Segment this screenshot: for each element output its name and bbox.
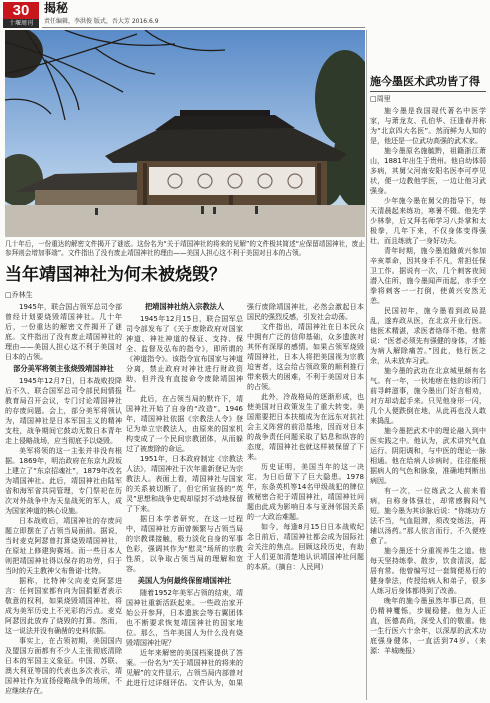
- side-paragraph: 施今墨的武功在北京城里颇有名气。有一年，一伙地痞在他的诊所门前寻衅滋事，施今墨出门好言相劝，对方却动起手来。只见他身形一闪，几个人便跌倒在地，从此再也没人敢来捣乱。: [370, 367, 486, 425]
- side-paragraph: 施今墨把武术中的理论融入到中医实践之中。他认为，武术讲究气血运行、阴阳调和，与中医的理论一脉相通。他在给病人诊病时，往往能根据病人的气色和脉象，准确地判断出病因。: [370, 427, 486, 485]
- roof-ridge: [180, 110, 270, 116]
- article-paragraph: 1951年，日本政府制定《宗教法人法》，靖国神社于次年重新登记为宗教法人。表面上看，靖国神社与国家的关系被切断了，但它所宣扬的“英灵”思想和战争史观却原封不动地保留了下来。: [126, 455, 243, 513]
- article-paragraph: 文件指出，靖国神社在日本民众中拥有广泛的信仰基础，众多遗族对其怀有深厚的感情。如果占领军烧毁靖国神社，日本人将把美国视为宗教迫害者，这会给占领政策的顺利推行带来极大的困难，不利于美国对日本的占领。: [247, 323, 364, 391]
- brand-label: 十堰周刊: [3, 19, 39, 28]
- side-paragraph: 少年施今墨在舅父的指导下，每天清晨起来练功，寒暑不辍。他先学少林拳，后又拜名师学习八卦掌和太极拳，几年下来，不仅身体变得强壮，而且练就了一身好功夫。: [370, 197, 486, 245]
- paragraph-text: 如今，每逢8月15日日本战败纪念日前后，靖国神社都会成为国际社会关注的焦点。回顾这段历史，有助于人们更加清楚地认识靖国神社问题的本质。: [247, 523, 364, 571]
- article-paragraph: 日本战败后，靖国神社的存废问题立即摆在了占领当局面前。据说，当时麦克阿瑟曾打算烧毁靖国神社，在原址上修建狗赛场。而一些日本人则把靖国神社得以保存的功劳，归于当时的天主教神父布鲁诺·比特。: [5, 517, 122, 575]
- side-paragraph: [370, 596, 486, 656]
- visitor: [255, 206, 258, 214]
- side-paragraph: 青年时期，施今墨追随黄兴参加辛亥革命，因其身手不凡，常担任保卫工作。据说有一次，几个刺客夜间潜入住所，施今墨闻声而起，赤手空拳将刺客一一打倒，使黄兴安然无恙。: [370, 247, 486, 305]
- article-subheading: 部分美军将领主张烧毁靖国神社: [13, 364, 114, 373]
- header-rule: [42, 27, 365, 28]
- photo-caption: 几十年后，一份重达的解密文件揭开了谜底。这份名为“关于靖国神社的将来的见解”的文件极其简述“应保留靖国神社，废止参拜则会增加事端”。文件指出了没有废止靖国神社的理由——美国人担心这不利于美国对日本的占领。: [5, 240, 365, 257]
- page-number: 30: [3, 2, 39, 19]
- article-paragraph: 历史证明，美国当年的这一决定，为日后留下了巨大隐患。1978年，东条英机等14名甲级战犯的牌位被秘密合祀于靖国神社，靖国神社问题由此成为影响日本与亚洲邻国关系的一大政治难题。: [247, 463, 364, 521]
- article-paragraph: 事实上，在占领初期，美国国内及盟国方面都有不少人主张彻底清除日本的军国主义象征。中国、苏联、澳大利亚等国的代表也多次表示，靖国神社作为宣扬侵略战争的场所，不应继续存在。: [5, 637, 122, 695]
- white-curtain: [149, 167, 315, 195]
- visitor: [95, 208, 98, 215]
- side-body: [370, 106, 486, 700]
- pillar: [143, 163, 147, 205]
- visitor: [213, 207, 216, 214]
- article-paragraph: 此后，在占领当局的默许下，靖国神社开始了自身的“改造”。1946年，靖国神社依据《宗教法人令》登记为单立宗教法人，由原来的国家机构变成了一个民间宗教团体，从而躲过了被废除的命运。: [126, 395, 243, 453]
- article-paragraph: 据日本学者研究，在这一过程中，靖国神社方面曾频繁与占领当局的宗教课接触，极力淡化自身的军事色彩，强调其作为“慰灵”场所的宗教性质，以争取占领当局的理解和宽容。: [126, 515, 243, 573]
- article-paragraph: 此外，冷战格局的逐渐形成，也使美国对日政策发生了重大转变。美国需要把日本扶植成为在远东对抗社会主义阵营的前沿基地，因而对日本的战争责任问题采取了姑息和纵容的态度，靖国神社也就这样被保留了下来。: [247, 393, 364, 461]
- side-article: [370, 30, 486, 700]
- column-divider: [366, 30, 367, 700]
- article-subheading: 美国人为何最终保留靖国神社: [137, 576, 232, 585]
- editor-credits: 责任编辑，李洪俊 版式，吾大芳 2016.6.9: [44, 18, 159, 25]
- article-paragraph: 1945年12月7日，日本战败投降后不久，联合国军总司令部民间情报教育局召开会议，专门讨论靖国神社的存废问题。会上，部分美军将领认为，靖国神社是日本军国主义的精神支柱，战争期间它鼓动无数日本青年走上侵略战场，应当彻底予以烧毁。: [5, 377, 122, 445]
- article-paragraph: [247, 522, 364, 572]
- article-headline: 当年靖国神社为何未被烧毁？: [5, 265, 226, 285]
- side-author: □周里: [370, 95, 391, 103]
- side-headline: 施今墨医术武功皆了得: [370, 75, 480, 88]
- shrine-photo: [5, 30, 365, 237]
- article-paragraph: 随着1952年美军占领的结束，靖国神社重新活跃起来。一些政治家开始公开参拜，日本遗族会等右翼团体也不断要求恢复靖国神社的国家地位。那么，当年美国人为什么没有烧毁靖国神社呢？: [126, 589, 243, 647]
- side-paragraph: 施今墨原名施毓黔，祖籍浙江萧山，1881年出生于贵州。他自幼体弱多病，其舅父河南安阳名医李可亭见状，便一边教他学医，一边让他习武强身。: [370, 147, 486, 195]
- article-body: [5, 302, 364, 700]
- article-paragraph: 1945年12月15日，联合国军总司令部发布了《关于废除政府对国家神道、神社神道的保证、支持、保全、监督及弘布的指令》，即所谓的《神道指令》。该指令宣布国家与神道分离，禁止政府对神社进行财政资助，但并没有直接命令废除靖国神社。: [126, 315, 243, 393]
- side-source: （来源：羊城晚报）: [370, 637, 486, 655]
- paragraph-text: 晚年的施今墨虽然年事已高，但仍精神矍铄，步履稳健。他为人正直，医德高尚，深受人们的敬重。他一生行医六十余年，以深厚的武术功底强身健体，一直活到74岁。: [370, 597, 486, 645]
- visitor: [201, 206, 204, 214]
- side-paragraph: 施今墨是我国现代著名中医学家，与萧龙友、孔伯华、汪逢春并称为“北京四大名医”。然而鲜为人知的是，他还是一位武功高强的武术家。: [370, 107, 486, 145]
- article-paragraph: 1945年，联合国占领军总司令部曾经计划要烧毁靖国神社。几十年后，一份重达的解密文件揭开了谜底。文件指出了没有废止靖国神社的理由——美国人担心这不利于美国对日本的占领。: [5, 303, 122, 361]
- article-paragraph: 据称，比特神父向麦克阿瑟进言：任何国家都有向为国捐躯者表示敬意的权利，如果烧毁靖国神社，将成为美军历史上不光彩的污点。麦克阿瑟因此放弃了烧毁的打算。然而，这一说法并没有确凿的史料依据。: [5, 577, 122, 635]
- side-paragraph: 民国初年，施今墨看到政局混乱，遂弃政从医，在北京开业行医。他医术精湛，求医者络绎不绝。他常说：“医者必须先有强健的身体，才能为病人解除痛苦。”因此，他行医之余，从未放弃习武。: [370, 307, 486, 365]
- column-title: 揭秘: [44, 1, 69, 15]
- pillar: [229, 195, 233, 205]
- article-author: □乔林生: [5, 291, 33, 299]
- pillar: [317, 163, 321, 205]
- article-subheading: 把靖国神社纳入宗教法人: [144, 302, 225, 311]
- side-paragraph: 有一次，一位练武之人前来看病，自称身体强壮，却常感胸闷气短。施今墨为其诊脉后说：“你练功方法不当，气血阻滞，须改变练法，再辅以汤药。”那人依言而行，不久便痊愈了。: [370, 487, 486, 545]
- main-hall-upper-roof: [155, 115, 295, 130]
- side-paragraph: 施今墨还十分重视养生之道。他每天坚持练拳、散步，饮食清淡，起居有常。他曾编写过一套简便易行的健身拳法，传授给病人和弟子，很多人练习后身体都得到了改善。: [370, 547, 486, 595]
- article-paragraph: 美军将领的这一主张并非没有根据。1869年，明治政府在东京九段坂上建立了“东京招魂社”，1879年改名为靖国神社。此后，靖国神社由陆军省和海军省共同管理，专门祭祀在历次对外战争中为天皇战死的军人，成为国家神道的核心设施。: [5, 447, 122, 515]
- article-paragraph: 近年来解密的美国档案提供了答案。一份名为“关于靖国神社的将来的见解”的文件显示，占领当局内部曾对此进行过详细评估。文件认为，如果强行废除靖国神社，必然会激起日本国民的强烈反感，引发社会动荡。: [126, 303, 364, 687]
- courtyard: [5, 205, 365, 237]
- article-source: （摘自：人民网）: [275, 563, 328, 571]
- side-headline-rule: [370, 91, 486, 92]
